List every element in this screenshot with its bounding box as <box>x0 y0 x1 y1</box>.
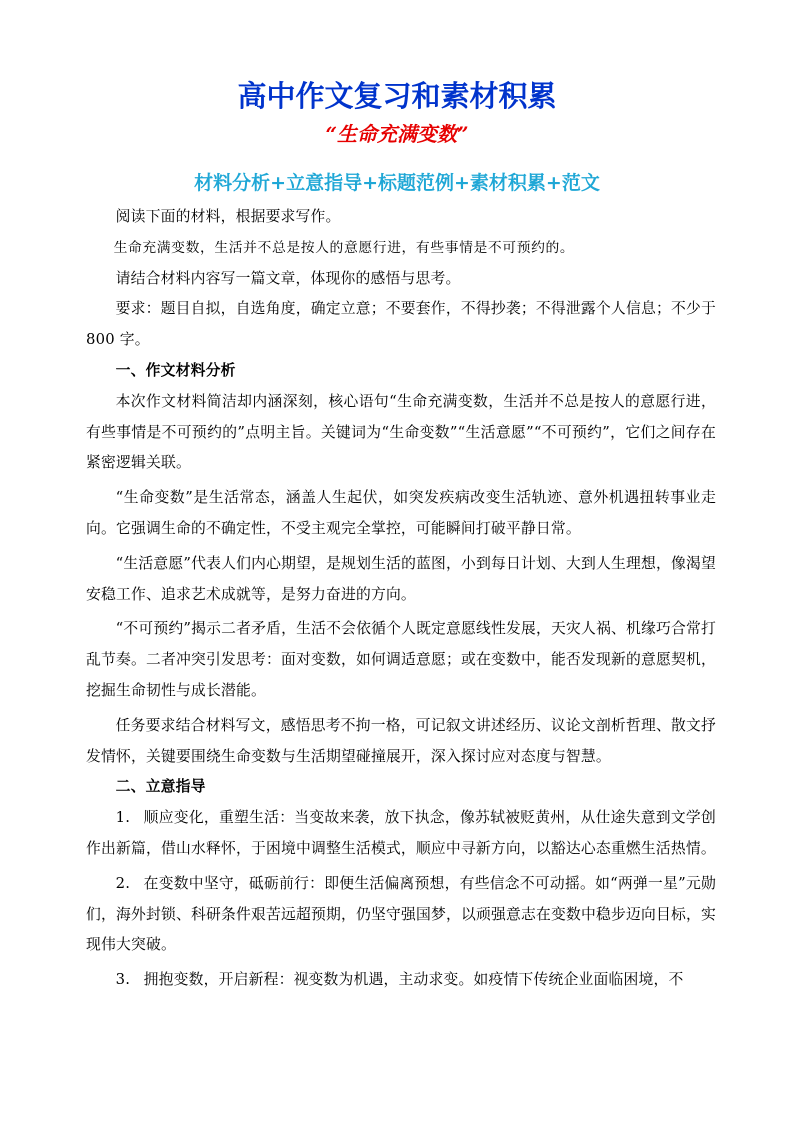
prompt-material: 生命充满变数，生活并不总是按人的意愿行进，有些事情是不可预约的。 <box>113 239 575 256</box>
document-subtitle: “生命充满变数” <box>325 122 469 146</box>
prompt-task: 请结合材料内容写一篇文章，体现你的感悟与思考。 <box>115 269 461 287</box>
guidance-item-number: 2. <box>115 874 131 892</box>
guidance-item-number: 3. <box>115 971 131 989</box>
guidance-item-text: 在变数中坚守，砥砺前行：即便生活偏离预想，有些信念不可动摇。如“两弹一星”元勋们，海外封锁、科研条件艰苦远超预期，仍坚守强国梦，以顽强意志在变数中稳步迈向目标，实现伟大突破。 <box>86 874 716 954</box>
prompt-requirement: 要求：题目自拟，自选角度，确定立意；不要套作，不得抄袭；不得泄露个人信息；不少于 800 字。 <box>86 300 716 349</box>
guidance-item <box>86 803 716 865</box>
guidance-item-number: 1. <box>115 809 131 827</box>
analysis-paragraph: 任务要求结合材料写文，感悟思考不拘一格，可记叙文讲述经历、议论文剖析哲理、散文抒发情怀，关键要围绕生命变数与生活期望碰撞展开，深入探讨应对态度与智慧。 <box>86 716 716 765</box>
analysis-paragraph: “生命变数”是生活常态，涵盖人生起伏，如突发疾病改变生活轨迹、意外机遇扭转事业走向。它强调生命的不确定性，不受主观完全掌控，可能瞬间打破平静日常。 <box>86 489 716 537</box>
guidance-item <box>86 965 716 996</box>
document-body <box>86 202 716 996</box>
analysis-paragraph: “不可预约”揭示二者矛盾，生活不会依循个人既定意愿线性发展，天灾人祸、机缘巧合常打乱节奏。二者冲突引发思考：面对变数，如何调适意愿；或在变数中，能否发现新的意愿契机，挖掘生命韧性与成长潜能。 <box>86 620 717 699</box>
document-title: 高中作文复习和素材积累 <box>237 79 557 113</box>
analysis-paragraph: 本次作文材料简洁却内涵深刻，核心语句“生命充满变数，生活并不总是按人的意愿行进，有些事情是不可预约的”点明主旨。关键词为“生命变数”“生活意愿”“不可预约”，它们之间存在紧密逻辑关联。 <box>86 392 716 472</box>
guidance-item <box>86 869 716 961</box>
analysis-paragraph: “生活意愿”代表人们内心期望，是规划生活的蓝图，小到每日计划、大到人生理想，像渴望安稳工作、追求艺术成就等，是努力奋进的方向。 <box>86 554 717 603</box>
prompt-instruction: 阅读下面的材料，根据要求写作。 <box>115 208 341 225</box>
section-heading-guidance: 二、立意指导 <box>115 778 206 796</box>
section-heading-analysis: 一、作文材料分析 <box>115 361 236 379</box>
guidance-item-text: 顺应变化，重塑生活：当变故来袭，放下执念，像苏轼被贬黄州，从仕途失意到文学创作出新篇，借山水释怀，于困境中调整生活模式，顺应中寻新方向，以豁达心态重燃生活热情。 <box>86 809 716 857</box>
document-tagline: 材料分析+立意指导+标题范例+素材积累+范文 <box>194 172 600 194</box>
guidance-item-text: 拥抱变数，开启新程：视变数为机遇，主动求变。如疫情下传统企业面临困境，不 <box>143 971 684 989</box>
